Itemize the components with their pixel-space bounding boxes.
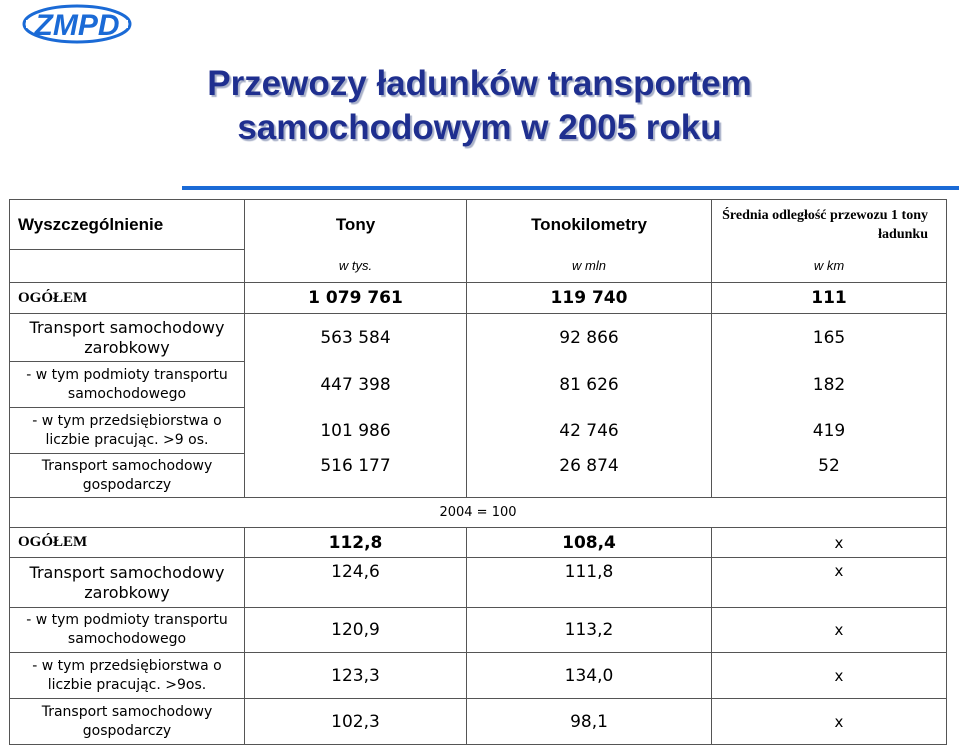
header-col0: Wyszczególnienie xyxy=(10,200,245,250)
header-col1: Tony xyxy=(245,200,467,250)
cell-tkm: 42 746 xyxy=(467,408,712,454)
row-label: - w tym przedsiębiorstwa o liczbie pracując. >9 os. xyxy=(10,408,245,454)
table-row xyxy=(10,653,947,699)
title-line-2: samochodowym w 2005 roku xyxy=(237,108,722,147)
data-table xyxy=(9,199,947,745)
cell-tkm: 111,8 xyxy=(467,558,712,608)
cell-km: 419 xyxy=(712,408,947,454)
cell-km: x xyxy=(712,653,947,699)
row-label: OGÓŁEM xyxy=(10,528,245,558)
units-row xyxy=(10,250,947,283)
zmpd-logo xyxy=(22,4,132,44)
cell-tony: 112,8 xyxy=(245,528,467,558)
cell-tkm: 92 866 xyxy=(467,314,712,362)
s2-ogolem-row xyxy=(10,528,947,558)
table-row xyxy=(10,408,947,454)
unit-col3: w km xyxy=(712,250,947,283)
cell-tony: 102,3 xyxy=(245,699,467,745)
row-label: - w tym przedsiębiorstwa o liczbie pracując. >9os. xyxy=(10,653,245,699)
cell-km: 165 xyxy=(712,314,947,362)
cell-km: 52 xyxy=(712,454,947,498)
cell-km: x xyxy=(712,608,947,653)
cell-tony: 120,9 xyxy=(245,608,467,653)
row-label: Transport samochodowy gospodarczy xyxy=(10,454,245,498)
cell-km: 111 xyxy=(712,283,947,314)
page-title xyxy=(0,62,959,150)
cell-km: x xyxy=(712,528,947,558)
table-row xyxy=(10,362,947,408)
header-col2: Tonokilometry xyxy=(467,200,712,250)
header-col3: Średnia odległość przewozu 1 tony ładunku xyxy=(712,200,947,250)
table-row xyxy=(10,558,947,608)
cell-km: x xyxy=(712,558,947,608)
cell-tony: 1 079 761 xyxy=(245,283,467,314)
cell-tkm: 113,2 xyxy=(467,608,712,653)
title-line-1: Przewozy ładunków transportem xyxy=(207,64,752,103)
row-label: - w tym podmioty transportu samochodowego xyxy=(10,608,245,653)
row-label: - w tym podmioty transportu samochodowego xyxy=(10,362,245,408)
row-label: Transport samochodowy zarobkowy xyxy=(10,314,245,362)
cell-km: 182 xyxy=(712,362,947,408)
row-label: Transport samochodowy gospodarczy xyxy=(10,699,245,745)
table-row xyxy=(10,454,947,498)
header-row xyxy=(10,200,947,250)
table-row xyxy=(10,314,947,362)
cell-tkm: 26 874 xyxy=(467,454,712,498)
table-row xyxy=(10,608,947,653)
cell-tony: 124,6 xyxy=(245,558,467,608)
cell-tony: 516 177 xyxy=(245,454,467,498)
row-label: Transport samochodowy zarobkowy xyxy=(10,558,245,608)
cell-tony: 447 398 xyxy=(245,362,467,408)
cell-km: x xyxy=(712,699,947,745)
table-row xyxy=(10,699,947,745)
cell-tkm: 134,0 xyxy=(467,653,712,699)
base-row xyxy=(10,498,947,528)
unit-col2: w mln xyxy=(467,250,712,283)
row-label: OGÓŁEM xyxy=(10,283,245,314)
s1-ogolem-row xyxy=(10,283,947,314)
cell-tkm: 119 740 xyxy=(467,283,712,314)
unit-col1: w tys. xyxy=(245,250,467,283)
cell-tony: 101 986 xyxy=(245,408,467,454)
svg-text:ZMPD: ZMPD xyxy=(34,9,120,42)
cell-tkm: 81 626 xyxy=(467,362,712,408)
base-label: 2004 = 100 xyxy=(10,498,947,528)
title-rule xyxy=(182,186,959,190)
cell-tkm: 98,1 xyxy=(467,699,712,745)
cell-tkm: 108,4 xyxy=(467,528,712,558)
cell-tony: 123,3 xyxy=(245,653,467,699)
cell-tony: 563 584 xyxy=(245,314,467,362)
